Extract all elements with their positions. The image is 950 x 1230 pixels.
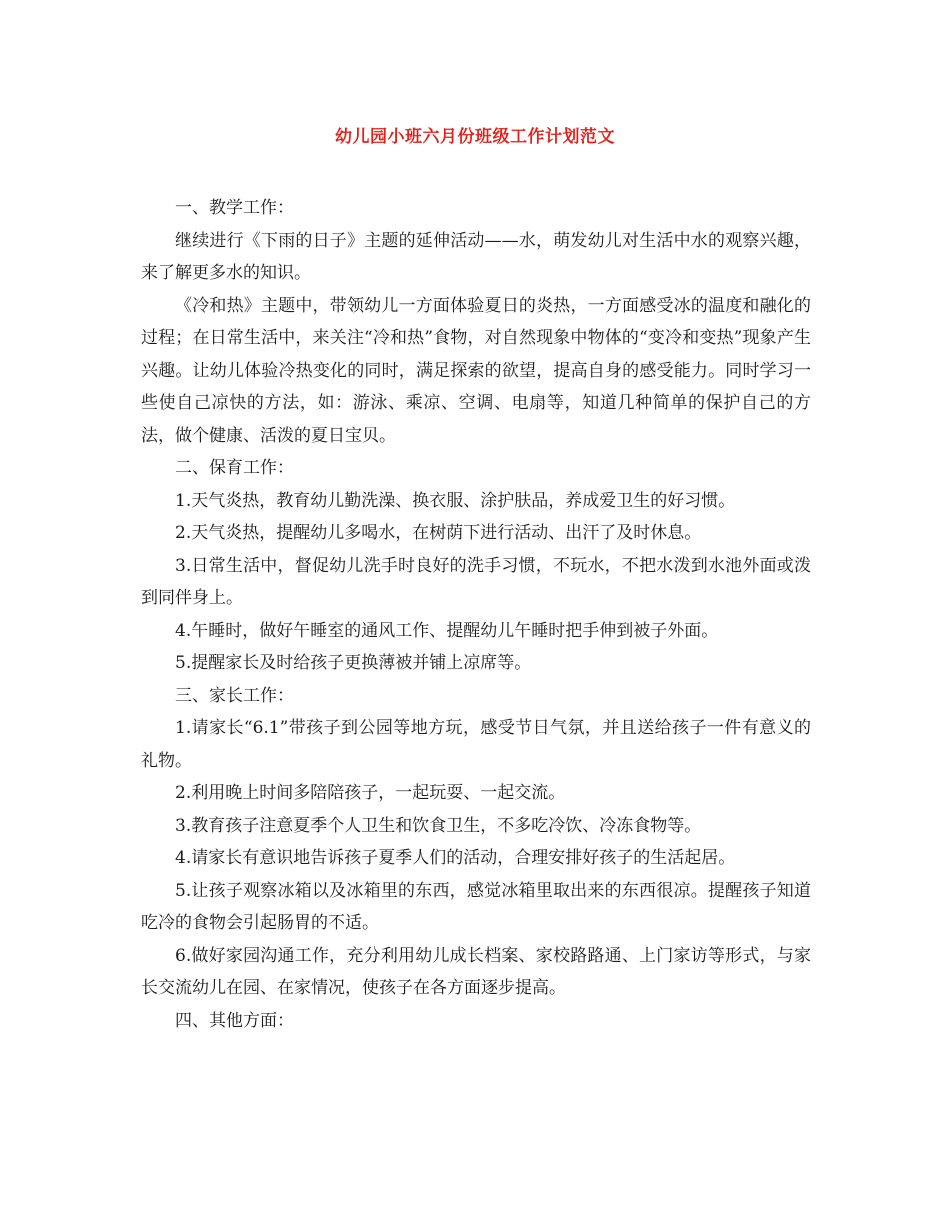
list-item: 4.午睡时，做好午睡室的通风工作、提醒幼儿午睡时把手伸到被子外面。 <box>175 620 719 641</box>
section-heading-other: 四、其他方面： <box>175 1010 294 1031</box>
list-item: 5.让孩子观察冰箱以及冰箱里的东西，感觉冰箱里取出来的东西很凉。提醒孩子知道吃冷的食物会引起肠胃的不适。 <box>141 880 811 933</box>
list-item: 1.天气炎热，教育幼儿勤洗澡、换衣服、涂护肤品，养成爱卫生的好习惯。 <box>175 490 736 511</box>
list-item: 6.做好家园沟通工作，充分利用幼儿成长档案、家校路路通、上门家访等形式，与家长交流幼儿在园、在家情况，使孩子在各方面逐步提高。 <box>141 945 811 998</box>
list-item: 5.提醒家长及时给孩子更换薄被并铺上凉席等。 <box>175 653 532 673</box>
document-body <box>141 192 811 1037</box>
paragraph: 《冷和热》主题中，带领幼儿一方面体验夏日的炎热，一方面感受冰的温度和融化的过程；在日常生活中，来关注“冷和热”食物，对自然现象中物体的“变冷和变热”现象产生兴趣。让幼儿体验冷热变化的同时，满足探索的欲望，提高自身的感受能力。同时学习一些使自己凉快的方法，如：游泳、乘凉、空调、电扇等，知道几种简单的保护自己的方法，做个健康、活泼的夏日宝贝。 <box>141 295 811 446</box>
section-heading-teaching: 一、教学工作： <box>175 198 294 218</box>
list-item: 4.请家长有意识地告诉孩子夏季人们的活动，合理安排好孩子的生活起居。 <box>175 848 736 868</box>
list-item: 3.教育孩子注意夏季个人卫生和饮食卫生，不多吃冷饮、冷冻食物等。 <box>175 815 702 836</box>
list-item: 3.日常生活中，督促幼儿洗手时良好的洗手习惯，不玩水，不把水泼到水池外面或泼到同伴身上。 <box>141 555 811 608</box>
list-item: 2.利用晚上时间多陪陪孩子，一起玩耍、一起交流。 <box>175 783 566 803</box>
list-item: 1.请家长“6.1”带孩子到公园等地方玩，感受节日气氛，并且送给孩子一件有意义的礼物。 <box>141 718 811 771</box>
section-heading-parents: 三、家长工作： <box>175 685 294 706</box>
list-item: 2.天气炎热，提醒幼儿多喝水，在树荫下进行活动、出汗了及时休息。 <box>175 523 702 543</box>
section-heading-care: 二、保育工作： <box>175 458 294 478</box>
paragraph: 继续进行《下雨的日子》主题的延伸活动——水，萌发幼儿对生活中水的观察兴趣，来了解更多水的知识。 <box>141 230 811 283</box>
document-title: 幼儿园小班六月份班级工作计划范文 <box>335 127 615 147</box>
